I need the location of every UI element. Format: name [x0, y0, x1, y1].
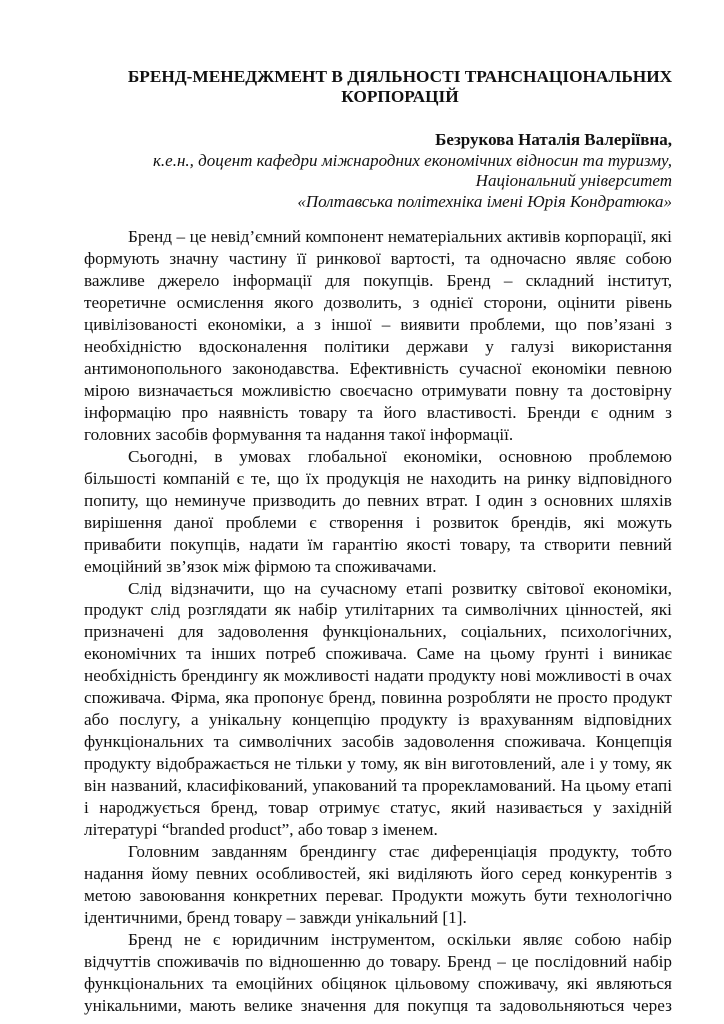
text-line: літературі “branded product”, або товар з іменем.: [84, 820, 438, 840]
text-line: антимонопольного законодавства. Ефективність сучасної економіки певною: [84, 358, 672, 378]
text-line: продукту відображається не тільки у тому, як він виготовлений, але і у тому, як: [84, 754, 672, 774]
text-line: мірою визначається можливістю своєчасно отримувати повну та достовірну: [84, 380, 672, 400]
text-line: або послугу, а унікальну концепцію продукту із врахуванням відповідних: [84, 710, 672, 730]
text-line: ідентичними, бренд товару – завжди унікальний [1].: [84, 908, 467, 928]
title-line-2: КОРПОРАЦІЙ: [341, 87, 459, 106]
text-line: цивілізованості економіки, а з іншої – виявити проблеми, що пов’язані з: [84, 314, 672, 334]
text-line: необхідність брендингу як можливості надати продукту нові можливості в очах: [84, 666, 672, 686]
text-line: більшості компаній є те, що їх продукція не находить на ринку відповідного: [84, 468, 672, 488]
text-line: унікальними, мають велике значення для покупця та задовольняються через: [84, 995, 672, 1015]
text-line: і народжується бренд, товар отримує статус, який називається у західній: [84, 798, 672, 818]
text-line: необхідністю вдосконалення політики держави у галузі використання: [84, 336, 672, 356]
text-line: економічних та інших потреб споживача. Саме на цьому ґрунті і виникає: [84, 644, 672, 664]
author-university: Національний університет: [475, 171, 672, 190]
text-line: важливе джерело інформації для покупців. Бренд – складний інститут,: [84, 270, 672, 290]
text-line: функціональних та емоційних обіцянок цільовому споживачу, які являються: [84, 973, 672, 993]
title-line-1: БРЕНД-МЕНЕДЖМЕНТ В ДІЯЛЬНОСТІ ТРАНСНАЦІОНАЛЬНИХ: [127, 67, 673, 86]
author-degree-position: к.е.н., доцент кафедри міжнародних економічних відносин та туризму,: [152, 150, 672, 170]
text-line: функціональних та символічних засобів задоволення споживача. Концепція: [84, 732, 672, 752]
paragraph: [84, 929, 672, 1017]
text-line: емоційний зв’язок між фірмою та споживачами.: [84, 556, 437, 576]
text-line: Бренд не є юридичним інструментом, оскільки являє собою набір: [128, 930, 672, 949]
paragraph: [84, 578, 672, 842]
article-title: [120, 67, 680, 107]
text-line: він названий, класифікований, упакований та прорекламований. На цьому етапі: [84, 776, 672, 796]
text-line: метою завоювання конкретних переваг. Продукти можуть бути технологічно: [84, 886, 672, 906]
text-line: призначені для задоволення функціональних, соціальних, психологічних,: [84, 622, 672, 642]
text-line: формують значну частину її ринкової вартості, та одночасно являє собою: [84, 248, 672, 268]
text-line: Сьогодні, в умовах глобальної економіки, основною проблемою: [128, 446, 672, 466]
text-line: інформацію про наявність товару та його властивості. Бренди є одним з: [84, 402, 672, 422]
author-name: Безрукова Наталія Валеріївна,: [435, 130, 672, 149]
paragraph: [84, 841, 672, 929]
text-line: Головним завданням брендингу стає диференціація продукту, тобто: [128, 842, 672, 862]
author-block: [72, 130, 672, 212]
text-line: продукт слід розглядати як набір утилітарних та символічних цінностей, які: [84, 600, 672, 620]
text-line: теоретичне осмислення якого дозволить, з однієї сторони, оцінити рівень: [84, 292, 672, 312]
text-line: головних засобів формування та надання такої інформації.: [84, 424, 514, 444]
text-line: Бренд – це невід’ємний компонент нематеріальних активів корпорації, які: [128, 227, 672, 246]
text-line: вирішення даної проблеми є створення і розвиток брендів, які можуть: [84, 512, 672, 532]
paragraph: [84, 226, 672, 446]
text-line: привабити покупців, надати їм гарантію якості товару, та створити певний: [84, 534, 672, 554]
text-line: відчуттів споживачів по відношенню до товару. Бренд – це послідовний набір: [84, 951, 672, 971]
text-line: споживача. Фірма, яка пропонує бренд, повинна розробляти не просто продукт: [84, 688, 672, 708]
author-university-name: «Полтавська політехніка імені Юрія Кондратюка»: [297, 191, 672, 211]
text-line: попиту, що неминуче призводить до певних втрат. І один з основних шляхів: [84, 490, 672, 510]
article-body: [84, 226, 672, 1017]
text-line: надання йому певних особливостей, які виділяють його серед конкурентів з: [84, 864, 672, 884]
text-line: Слід відзначити, що на сучасному етапі розвитку світової економіки,: [128, 578, 672, 598]
paragraph: [84, 446, 672, 578]
